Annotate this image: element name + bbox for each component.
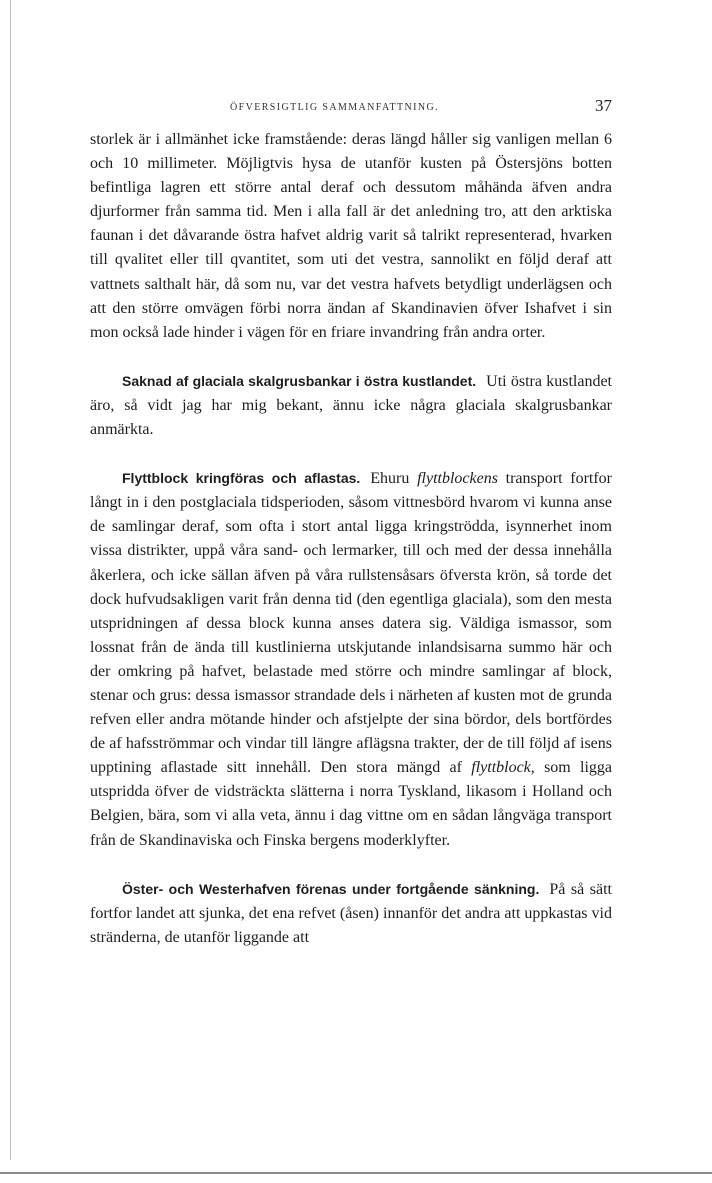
body-text [90, 128, 612, 950]
paragraph-3 [90, 466, 612, 853]
running-head: ÖFVERSIGTLIG SAMMANFATTNING. [230, 102, 440, 113]
scan-bottom-edge [0, 1172, 712, 1174]
paragraph-1 [90, 128, 612, 345]
page-number: 37 [595, 96, 612, 115]
paragraph-3-italic-1: flyttblockens [417, 470, 498, 488]
paragraph-3-text-b: transport fortfor långt in i den postglaciala tidsperioden, såsom vittnesbörd hvarom vi kunna anse de samlingar deraf, som ofta i stort antal ligga kringströdda, isynnerhet inom vissa distrikter, uppå våra sand- och lermarker, till och med der dessa innehålla åkerlera, och icke sällan äfven på våra rullstensåsars öfversta krön, så torde det dock hufvudsakligen varit från denna tid (den egentliga glaciala), som den mesta utspridningen af dessa block kunna anses datera sig. Väldiga ismassor, som lossnat från de ända till kustlinierna utskjutande inlandsisarna summo här och der omkring på hafvet, belastade med större och mindre samlingar af block, stenar och grus: dessa ismassor strandade dels i närheten af kusten mot de grunda refven eller andra mötande hinder och afstjelpte der sina bördor, dels bortfördes de af hafsströmmar och vindar till längre aflägsna trakter, der de till följd af isens upptining aflastade sitt innehåll. Den stora mängd af [90, 470, 612, 777]
paragraph-2-text: Uti östra kustlandet äro, så vidt jag har mig bekant, ännu icke några glaciala skalgrusbankar anmärkta. [90, 372, 613, 439]
page-edge-left [10, 0, 11, 1160]
paragraph-4-text: På så sätt fortfor landet att sjunka, det ena refvet (åsen) innanför det andra att uppkastas vid stränderna, de utanför liggande att [90, 880, 612, 946]
paragraph-3-text-a: Ehuru [370, 470, 410, 488]
page-header [90, 94, 612, 116]
paragraph-4 [90, 877, 612, 950]
paragraph-1-text: storlek är i allmänhet icke framstående: deras längd håller sig vanligen mellan 6 och 10 millimeter. Möjligtvis hysa de utanför kusten på Östersjöns botten befintliga lagren ett större antal deraf och dessutom måhända äfven andra djurformer från samma tid. Men i alla fall är det anledning tro, att den arktiska faunan i det dåvarande östra hafvet aldrig varit så talrikt representerad, hvarken till qvalitet eller till qvantitet, som uti det vestra, sannolikt en följd deraf att vattnets salthalt här, då som nu, var det vestra hafvets betydligt underlägsen och att den större omvägen förbi norra ändan af Skandinavien öfver Ishafvet i sin mon också lade hinder i vägen för en friare invandring från andra orter. [90, 131, 612, 341]
paragraph-3-text-c: som ligga utspridda öfver de vidsträckta slätterna i norra Tyskland, likasom i Holland och Belgien, bära, som vi alla veta, ännu i dag vittne om en sådan långväga transport från de Skandinaviska och Finska bergens moderklyfter. [90, 759, 613, 849]
section-heading-seas-unite: Öster- och Westerhafven förenas under fortgående sänkning. [122, 880, 540, 897]
paragraph-2 [90, 369, 612, 442]
paragraph-3-italic-2: flyttblock, [471, 759, 535, 777]
section-heading-glacial-banks: Saknad af glaciala skalgrusbankar i östra kustlandet. [122, 372, 477, 389]
section-heading-erratic-blocks: Flyttblock kringföras och aflastas. [122, 470, 361, 487]
